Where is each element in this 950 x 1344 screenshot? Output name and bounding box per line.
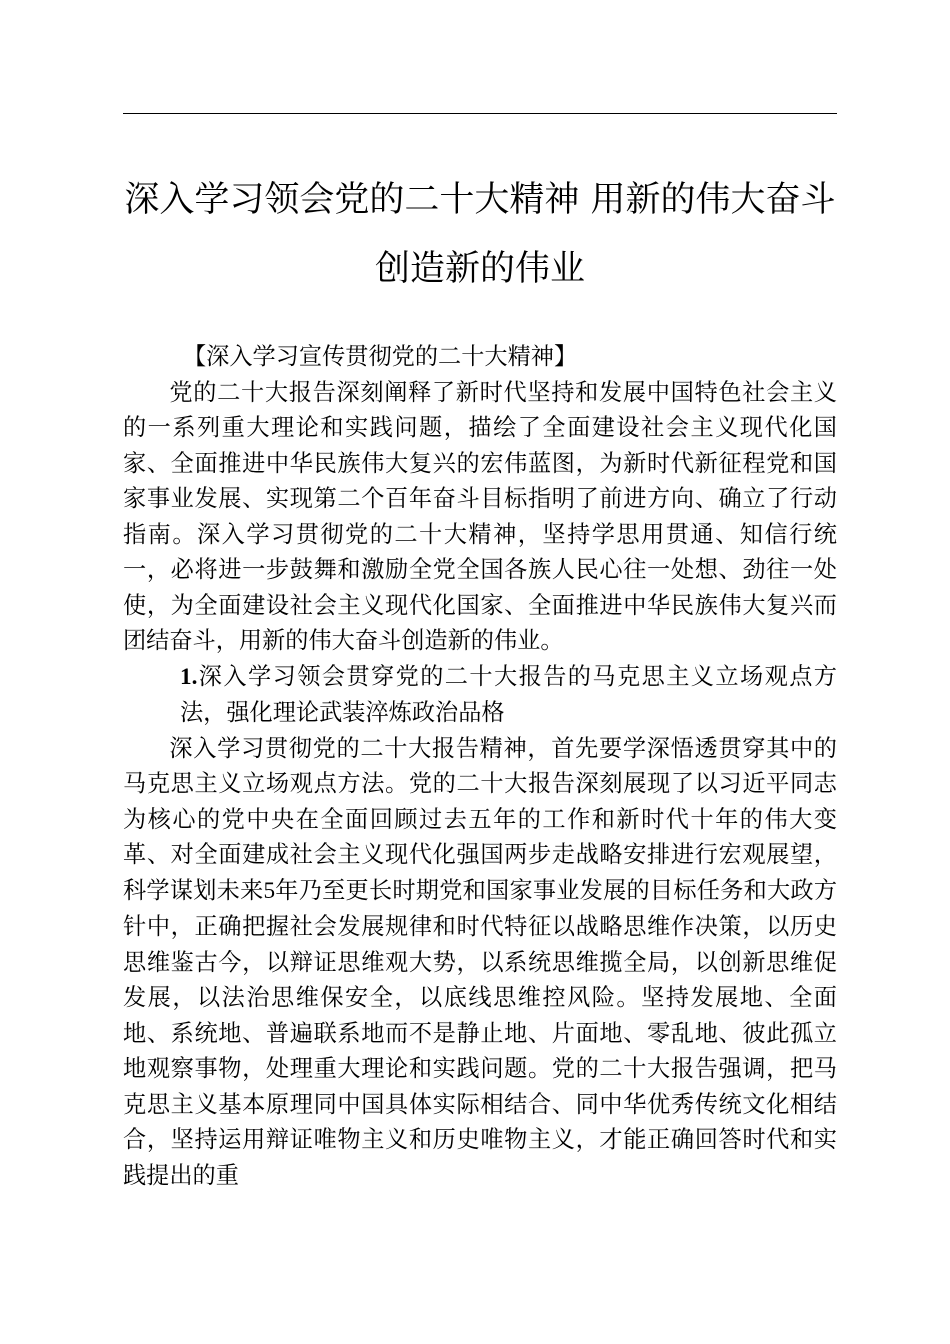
subheading-1-number: 1. (180, 663, 198, 690)
section-heading: 【深入学习宣传贯彻党的二十大精神】 (183, 343, 578, 370)
paragraph-body-number: 5 (263, 877, 276, 904)
paragraph-body-part-1: 深入学习贯彻党的二十大报告精神，首先要学深悟透贯穿其中的马克思主义立场观点方法。党的二十大报告深刻展现了以习近平同志为核心的党中央在全面回顾过去五年的工作和新时代十年的伟大变革、对全面建成社会主义现代化强国两步走战略安排进行宏观展望，科学谋划未来 (123, 734, 837, 904)
paragraph-body (123, 731, 837, 1194)
paragraph-intro: 党的二十大报告深刻阐释了新时代坚持和发展中国特色社会主义的一系列重大理论和实践问题，描绘了全面建设社会主义现代化国家、全面推进中华民族伟大复兴的宏伟蓝图，为新时代新征程党和国家事业发展、实现第二个百年奋斗目标指明了前进方向、确立了行动指南。深入学习贯彻党的二十大精神，坚持学思用贯通、知信行统一，必将进一步鼓舞和激励全党全国各族人民心往一处想、劲往一处使，为全面建设社会主义现代化国家、全面推进中华民族伟大复兴而团结奋斗，用新的伟大奋斗创造新的伟业。 (123, 378, 837, 654)
document-title-line-1: 深入学习领会党的二十大精神 用新的伟大奋斗 (124, 180, 836, 220)
subheading-1 (123, 659, 837, 731)
header-rule (123, 113, 837, 114)
document-body (123, 339, 837, 1193)
subheading-1-text: 深入学习领会贯穿党的二十大报告的马克思主义立场观点方法，强化理论武装淬炼政治品格 (180, 662, 837, 726)
paragraph-body-part-2: 年乃至更长时期党和国家事业发展的目标任务和大政方针中，正确把握社会发展规律和时代特征以战略思维作决策，以历史思维鉴古今，以辩证思维观大势，以系统思维揽全局，以创新思维促发展，以法治思维保安全，以底线思维控风险。坚持发展地、全面地、系统地、普遍联系地而不是静止地、片面地、零乱地、彼此孤立地观察事物，处理重大理论和实践问题。党的二十大报告强调，把马克思主义基本原理同中国具体实际相结合、同中华优秀传统文化相结合，坚持运用辩证唯物主义和历史唯物主义，才能正确回答时代和实践提出的重 (123, 876, 838, 1189)
document-title-line-2: 创造新的伟业 (374, 249, 585, 289)
